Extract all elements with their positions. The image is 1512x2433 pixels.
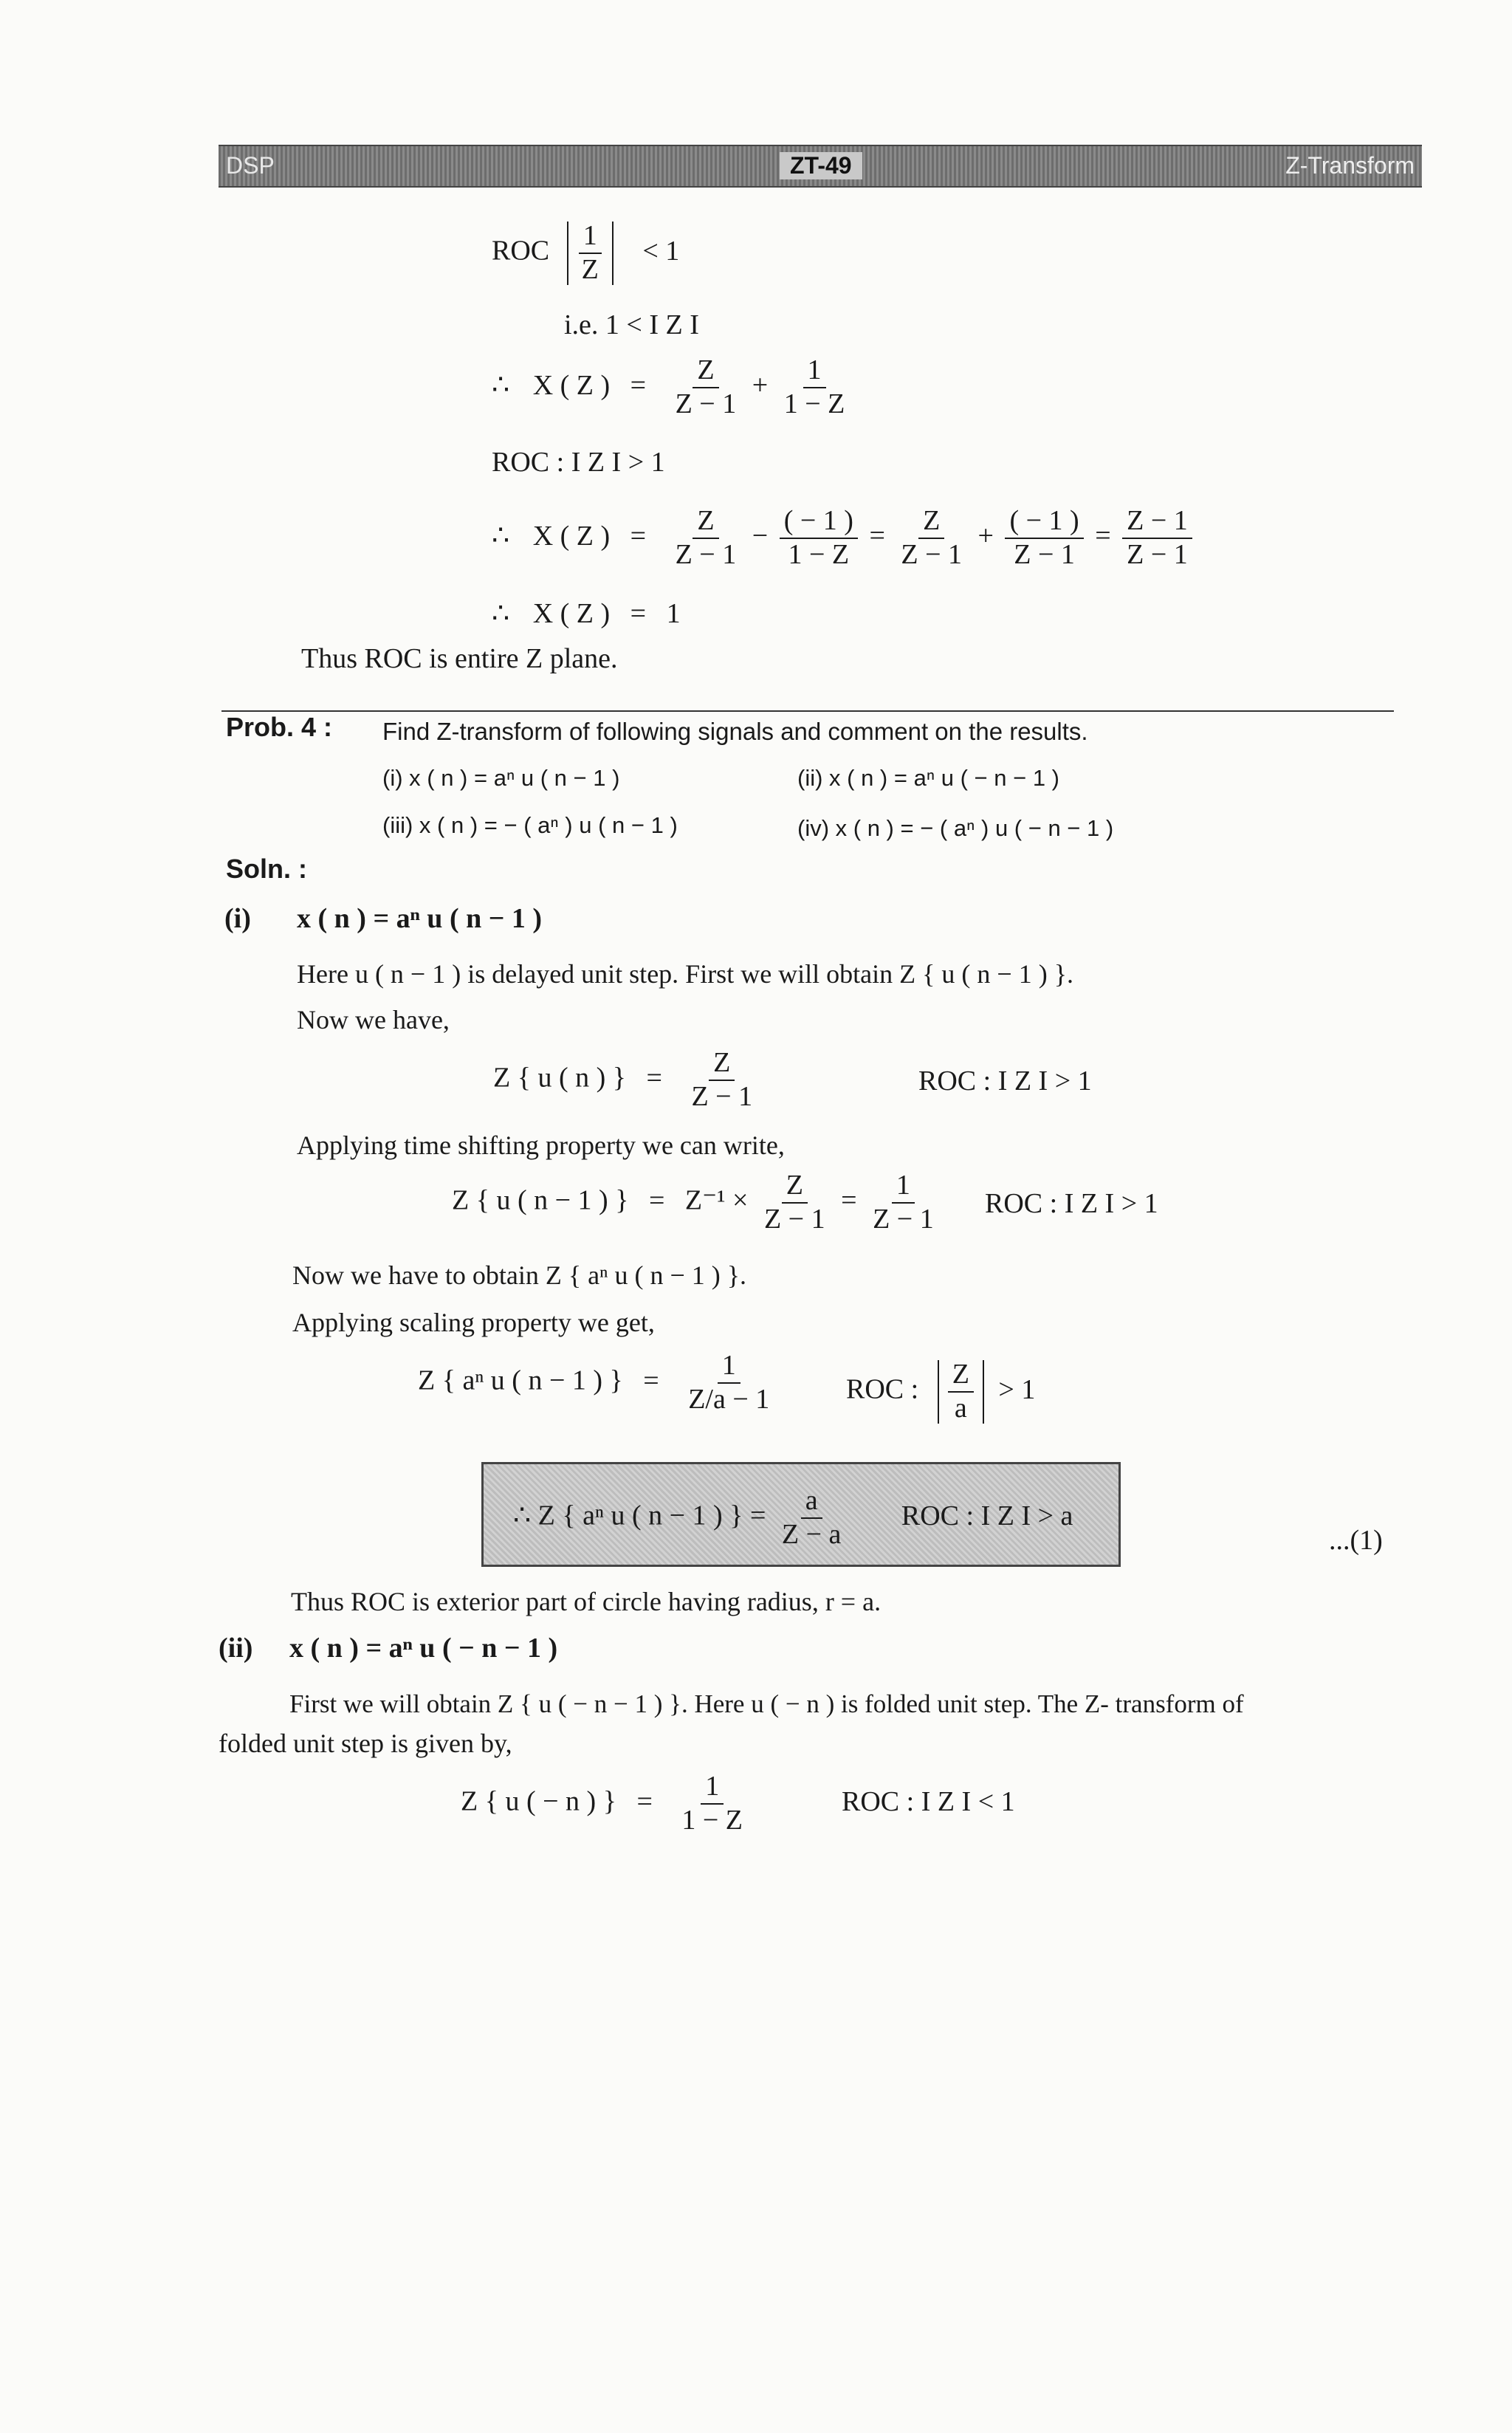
numerator: 1 — [803, 356, 826, 388]
denominator: Z − 1 — [675, 538, 737, 570]
equals: = — [630, 369, 647, 401]
equals: = — [646, 1062, 662, 1094]
part-i-number: (i) — [224, 903, 251, 934]
therefore-symbol: ∴ — [492, 520, 510, 552]
fraction — [777, 1486, 846, 1550]
equals: = — [630, 598, 647, 629]
denominator: Z − 1 — [691, 1080, 753, 1112]
boxed-result — [481, 1462, 1121, 1567]
equals: = — [643, 1365, 659, 1396]
header-chapter-title: Z-Transform — [1285, 152, 1415, 179]
problem-statement: Find Z-transform of following signals and comment on the results. — [382, 718, 1088, 745]
value: 1 — [666, 598, 681, 629]
scaling-equation — [418, 1351, 778, 1415]
conclusion-text: Thus ROC is entire Z plane. — [301, 643, 618, 674]
part-i-heading: x ( n ) = aⁿ u ( n − 1 ) — [297, 903, 543, 934]
minus: − — [752, 520, 769, 552]
numerator: Z − 1 — [1122, 507, 1192, 539]
fraction — [577, 222, 603, 285]
denominator: Z − 1 — [675, 388, 737, 419]
denominator: Z − 1 — [901, 538, 963, 570]
equals: = — [1095, 520, 1111, 552]
denominator: 1 − Z — [783, 388, 845, 419]
denominator: Z − 1 — [763, 1203, 825, 1235]
part-ii-heading: x ( n ) = aⁿ u ( − n − 1 ) — [289, 1633, 558, 1664]
header-book-code: DSP — [226, 152, 275, 179]
roc-folded: ROC : I Z I < 1 — [842, 1786, 1015, 1817]
abs-value — [938, 1360, 984, 1424]
problem-item-ii: (ii) x ( n ) = aⁿ u ( − n − 1 ) — [797, 765, 1060, 791]
denominator: Z − 1 — [873, 1203, 934, 1235]
part-i-text1: Here u ( n − 1 ) is delayed unit step. First we will obtain Z { u ( n − 1 ) }. — [297, 959, 1073, 989]
roc-2: ROC : I Z I > 1 — [985, 1188, 1158, 1219]
xz-label: X ( Z ) — [532, 598, 611, 629]
time-shift-equation — [452, 1171, 943, 1235]
numerator: Z — [918, 507, 944, 539]
numerator: 1 — [718, 1351, 740, 1384]
denominator: Z − a — [781, 1518, 842, 1550]
equation-number: ...(1) — [1329, 1525, 1383, 1556]
boxed-roc: ROC : I Z I > a — [901, 1500, 1073, 1531]
fraction — [671, 507, 741, 570]
denominator: 1 − Z — [788, 538, 850, 570]
roc-word: ROC — [492, 235, 550, 267]
equals: = — [869, 520, 885, 552]
numerator: a — [801, 1486, 822, 1519]
numerator: Z — [693, 356, 718, 388]
xz-equals-one — [492, 597, 681, 630]
part-i-text4: Now we have to obtain Z { aⁿ u ( n − 1 ) }. — [292, 1260, 747, 1290]
fraction — [780, 507, 858, 570]
part-ii-text1: First we will obtain Z { u ( − n − 1 ) }. Here u ( − n ) is folded unit step. The Z- transform of — [289, 1689, 1244, 1718]
numerator: ( − 1 ) — [1005, 507, 1083, 539]
abs-value — [567, 222, 614, 285]
page-header-band — [219, 145, 1422, 188]
fraction — [868, 1171, 938, 1235]
numerator: Z — [782, 1171, 808, 1204]
boxed-lhs: ∴ Z { aⁿ u ( n − 1 ) } = — [513, 1500, 766, 1531]
z-un-equation — [493, 1049, 761, 1112]
fraction — [1122, 507, 1192, 570]
problem-item-i: (i) x ( n ) = aⁿ u ( n − 1 ) — [382, 765, 620, 791]
numerator: Z — [693, 507, 718, 539]
roc-inequality — [492, 222, 679, 285]
denominator: a — [954, 1392, 967, 1424]
numerator: 1 — [579, 222, 602, 254]
plus: + — [752, 369, 769, 401]
roc-1: ROC : I Z I > 1 — [918, 1065, 1092, 1097]
roc-3 — [846, 1360, 1035, 1424]
numerator: ( − 1 ) — [780, 507, 858, 539]
equals: = — [648, 1184, 665, 1216]
numerator: Z — [948, 1360, 974, 1393]
lhs: Z { u ( − n ) } — [461, 1785, 616, 1817]
boxed-equation — [513, 1486, 1073, 1550]
xz-label: X ( Z ) — [532, 369, 611, 401]
fraction — [671, 356, 741, 419]
numerator: 1 — [701, 1772, 724, 1805]
z-inverse: Z⁻¹ × — [684, 1184, 749, 1216]
denominator: Z/a − 1 — [688, 1383, 770, 1415]
fraction — [684, 1351, 774, 1415]
fraction — [687, 1049, 757, 1112]
header-page-number: ZT-49 — [780, 152, 862, 179]
section-divider — [221, 710, 1394, 712]
roc-label: ROC : — [846, 1373, 919, 1405]
fraction — [1005, 507, 1083, 570]
part-ii-number: (ii) — [219, 1633, 253, 1664]
denominator: Z − 1 — [1014, 538, 1075, 570]
numerator: Z — [709, 1049, 735, 1081]
fraction — [896, 507, 966, 570]
therefore-symbol: ∴ — [492, 598, 510, 629]
part-i-text2: Now we have, — [297, 1005, 450, 1034]
problem-item-iv: (iv) x ( n ) = − ( aⁿ ) u ( − n − 1 ) — [797, 815, 1114, 841]
fraction — [677, 1772, 747, 1836]
part-ii-text2: folded unit step is given by, — [219, 1729, 512, 1758]
plus: + — [977, 520, 994, 552]
therefore-symbol: ∴ — [492, 369, 510, 401]
part-i-text3: Applying time shifting property we can write, — [297, 1130, 785, 1160]
equals: = — [630, 520, 647, 552]
xz-simplification-equation — [492, 507, 1197, 570]
xz-sum-equation — [492, 356, 853, 419]
denominator: 1 − Z — [681, 1804, 743, 1836]
denominator: Z − 1 — [1127, 538, 1188, 570]
roc-gt-one: ROC : I Z I > 1 — [492, 447, 665, 478]
equals: = — [636, 1785, 653, 1817]
equals: = — [841, 1184, 857, 1216]
denominator: Z — [581, 253, 599, 285]
problem-label: Prob. 4 : — [226, 712, 333, 742]
solution-label: Soln. : — [226, 854, 307, 884]
problem-item-iii: (iii) x ( n ) = − ( aⁿ ) u ( n − 1 ) — [382, 812, 678, 838]
part-i-text6: Thus ROC is exterior part of circle having radius, r = a. — [291, 1587, 882, 1616]
lhs: Z { aⁿ u ( n − 1 ) } — [418, 1365, 623, 1396]
ie-line: i.e. 1 < I Z I — [564, 309, 699, 340]
part-i-text5: Applying scaling property we get, — [292, 1308, 655, 1337]
xz-label: X ( Z ) — [532, 520, 611, 552]
fraction — [948, 1360, 974, 1424]
fraction — [780, 356, 850, 419]
fraction — [760, 1171, 830, 1235]
lhs: Z { u ( n ) } — [493, 1062, 626, 1094]
roc-tail: > 1 — [998, 1373, 1036, 1405]
lt-one: < 1 — [642, 235, 680, 267]
lhs: Z { u ( n − 1 ) } — [452, 1184, 629, 1216]
z-umn-equation — [461, 1772, 752, 1836]
numerator: 1 — [892, 1171, 915, 1204]
